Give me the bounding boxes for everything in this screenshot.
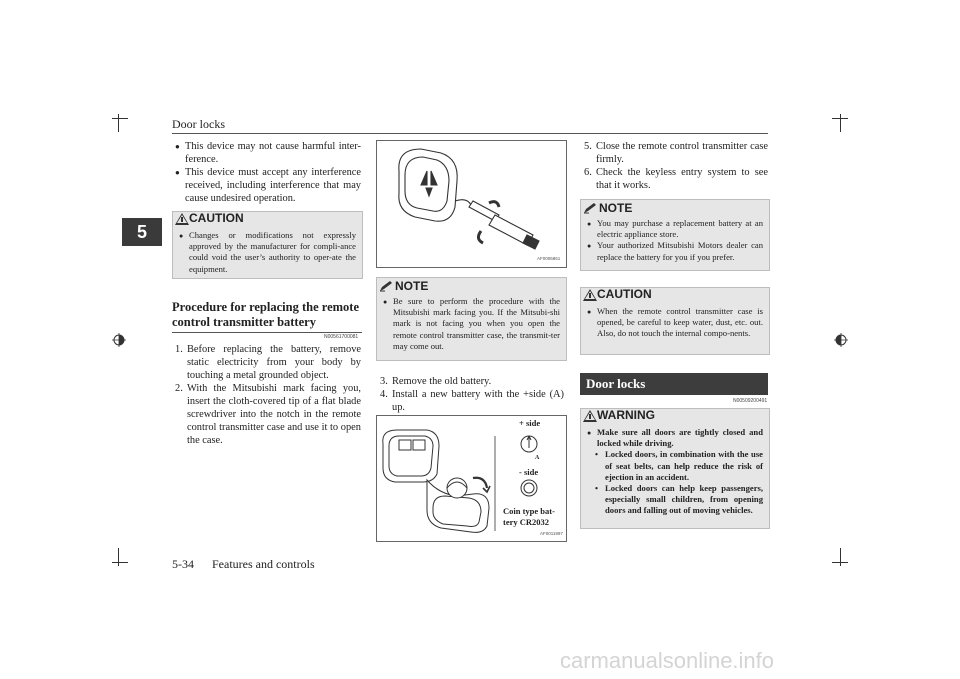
crop-mark-top-right-h (832, 118, 848, 120)
note-body (581, 218, 769, 268)
warning-box (580, 408, 770, 529)
footer-page-number: 5-34 (172, 557, 194, 571)
note-heading: NOTE (581, 200, 769, 218)
remote-screwdriver-illustration (377, 141, 566, 267)
warning-heading: WARNING (581, 409, 769, 427)
registration-mark-right (834, 333, 848, 347)
crop-mark-top-right (840, 114, 851, 132)
step-1: 1. Before replacing the battery, remove static electricity from your body by touching a metal grounded object. (175, 344, 361, 381)
step-2: 2. With the Mitsubishi mark facing you, insert the cloth-covered tip of a flat blade screwdriver into the notch in the remote control transmitter case and use it to open the case. (175, 383, 361, 446)
procedure-heading-rule (172, 332, 362, 333)
right-steps (584, 140, 768, 192)
note-item: ● Your authorized Mitsubishi Motors dealer can replace the battery for you if you prefer. (587, 240, 763, 262)
crop-mark-bottom-right-h (832, 562, 848, 564)
caution-heading: CAUTION (173, 212, 362, 230)
header-rule (172, 133, 768, 134)
crop-mark-bottom-left-h (112, 562, 128, 564)
step-3: 3. Remove the old battery. (380, 376, 492, 387)
procedure-heading: Procedure for replacing the remote control transmitter battery (172, 300, 359, 329)
watermark: carmanualsonline.info (560, 648, 775, 673)
door-locks-code: N00509200491 (733, 398, 768, 404)
figure-open-case (376, 140, 567, 268)
caution-heading: CAUTION (581, 288, 769, 306)
warning-triangle-icon (583, 410, 597, 422)
battery-type-label: Coin type bat-tery CR2032 (503, 506, 555, 527)
marker-a: A (535, 455, 540, 461)
caution-item: ● Changes or modifications not expressly approved by the manufacturer for compli-ance could void the user’s authority to oper-ate the equipment. (179, 230, 356, 275)
note-box-2 (580, 199, 770, 271)
step-6: 6. Check the keyless entry system to see that it works. (584, 167, 768, 191)
note-heading: NOTE (377, 278, 566, 296)
caution-item: ● When the remote control transmitter case is opened, be careful to keep water, dust, etc. out. Also, do not touch the internal compo-nents. (587, 306, 763, 340)
procedure-code: N00561700081 (324, 334, 359, 340)
bullet-item: ● This device must accept any interference received, including interference that may cause undesired operation. (175, 166, 361, 205)
door-locks-heading: Door locks (580, 373, 768, 395)
crop-mark-top-left (118, 114, 129, 132)
step-4: 4. Install a new battery with the +side (A) up. (380, 389, 564, 413)
left-steps (175, 343, 361, 447)
left-bullets (175, 140, 361, 205)
warning-sub-item: • Locked doors, in combination with the use of seat belts, can help reduce the risk of ejection in an accident. (595, 449, 763, 482)
note-item: ● You may purchase a replacement battery at an electric appliance store. (587, 218, 763, 240)
running-header-title: Door locks (172, 117, 225, 131)
caution-box-2 (580, 287, 770, 355)
note-body (377, 296, 566, 357)
registration-mark-left (112, 333, 126, 347)
caution-body (581, 306, 769, 345)
crop-mark-top-left-h (112, 118, 128, 120)
minus-side-label: - side (519, 467, 539, 477)
chapter-tab: 5 (122, 218, 162, 246)
pencil-icon (379, 280, 393, 292)
caution-body (173, 230, 362, 280)
plus-side-label: + side (519, 418, 541, 428)
caution-box-1 (172, 211, 363, 279)
warning-subs (587, 449, 763, 516)
figure-battery (376, 415, 567, 542)
bullet-item: ● This device may not cause harmful inter-ference. (175, 140, 361, 166)
footer-chapter-title: Features and controls (212, 557, 315, 571)
note-box-1 (376, 277, 567, 361)
warning-triangle-icon (583, 289, 597, 301)
figure2-code: AF0011997 (540, 531, 563, 536)
middle-steps (380, 375, 564, 414)
figure1-code: AF0006861 (537, 256, 561, 261)
warning-triangle-icon (175, 213, 189, 225)
pencil-icon (583, 202, 597, 214)
step-5: 5. Close the remote control transmitter case firmly. (584, 141, 768, 165)
note-item: ● Be sure to perform the procedure with the Mitsubishi mark facing you. If the Mitsubi-shi mark is not facing you when you open the remote control transmitter case, the transmit-ter may come out. (383, 296, 560, 352)
warning-sub-item: • Locked doors can help keep passengers, especially small children, from opening doors and falling out of moving vehicles. (595, 483, 763, 516)
warning-body (581, 427, 769, 522)
warning-lead: ● Make sure all doors are tightly closed and locked while driving. (587, 427, 763, 449)
